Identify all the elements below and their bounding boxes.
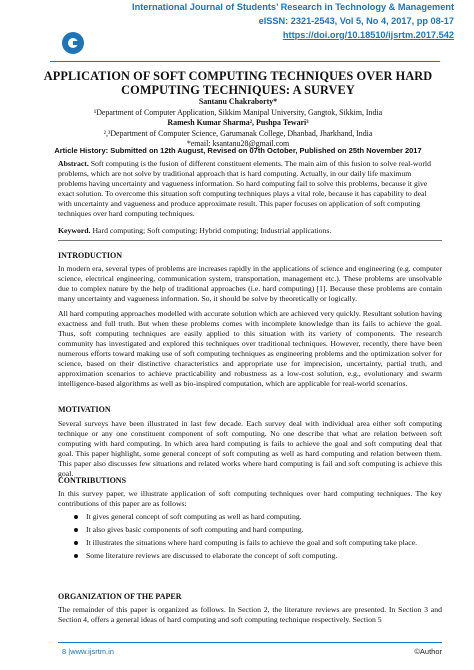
list-item: Some literature reviews are discussed to elaborate the concept of soft computing. — [58, 551, 442, 561]
contributions-list — [58, 512, 442, 561]
footer-divider — [58, 642, 442, 643]
paper-title: APPLICATION OF SOFT COMPUTING TECHNIQUES OVER HARD COMPUTING TECHNIQUES: A SURVEY — [43, 69, 433, 97]
author-2-affiliation: ²,³Department of Computer Science, Garumanak College, Dhanbad, Jharkhand, India — [103, 128, 373, 138]
keywords-label: Keyword. — [58, 226, 91, 235]
author-email[interactable]: *email: ksantanu28@gmail.com — [186, 139, 290, 148]
list-item: It gives general concept of soft computing as well as hard computing. — [58, 512, 442, 522]
author-2-name: Ramesh Kumar Sharma², Pushpa Tewari³ — [167, 118, 309, 127]
motivation-heading: MOTIVATION — [58, 405, 111, 414]
journal-name: International Journal of Students’ Research in Technology & Management — [132, 2, 454, 12]
author-1-affiliation: ¹Department of Computer Application, Sikkim Manipal University, Gangtok, Sikkim, India — [93, 107, 383, 117]
page-footer — [62, 647, 442, 656]
contributions-paragraph: In this survey paper, we illustrate application of soft computing techniques over hard computing techniques. The key contributions of this paper are as follows: — [58, 489, 442, 509]
keywords-divider — [58, 240, 442, 241]
bullet-icon — [74, 515, 78, 519]
keywords — [58, 226, 442, 236]
bullet-icon — [74, 528, 78, 532]
abstract-label: Abstract. — [58, 159, 89, 168]
journal-header — [0, 0, 474, 66]
footer-copyright: ©Author — [414, 647, 442, 656]
bullet-icon — [74, 541, 78, 545]
intro-paragraph-2: All hard computing approaches modelled with accurate solution which are achieved very quickly. Resultant solution having exactness and full truth. But when these problems comes with incomplete knowledge than its fails to achieve the goal. Thus, soft computing techniques are easily applied to this situation with its variety of components. The research community has investigated and explored this techniques over traditional techniques. However, recently, there have been numerous efforts toward making use of soft computing techniques as engineering problems and the optimization solver for science, based on their distinctive characteristics and appropriate use for imprecision, uncertainty, partial truth, and approximation scenarios to achieve practicability and robustness as a low-cost solution, e.g., evolutionary and swarm intelligence-based algorithms as well as bio-inspired computation, which are applicable for real-world scenarios. — [58, 309, 442, 389]
article-history: Article History: Submitted on 12th August, Revised on 07th October, Published on 25th November 2017 — [54, 146, 422, 155]
intro-paragraph-1: In modern era, several types of problems are increases rapidly in the applications of science and engineering (e.g. computer science, electrical engineering, communication system, transportation, management etc.). These problems are unsolvable due to complex nature by the help of traditional approaches (i.e. hard computing) [1]. Because these problems are contain many uncertainty and vagueness information. So, it should be solve by theoretically or logically. — [58, 264, 442, 304]
footer-page-link[interactable]: 8 |www.ijsrtm.in — [62, 647, 114, 656]
list-item: It also gives basic components of soft computing and hard computing. — [58, 525, 442, 535]
bullet-icon — [74, 554, 78, 558]
abstract-text: Soft computing is the fusion of different constituent elements. The main aim of this fusion to solve real-world problems, which are not solve by traditional approach that is hard computing. Actually, in our daily life maximum problems having uncertainty and vagueness information. So hard computing fail to solve this problems, because it give exact solution. To overcome this situation soft computing techniques plays a vital role, because it has capability to deal with uncertainty and vagueness and produce approximate result. This paper focuses on application of soft computing techniques over hard computing techniques. — [58, 159, 431, 219]
organization-paragraph: The remainder of this paper is organized as follows. In Section 2, the literature reviews are presented. In Section 3 and Section 4, offers a general ideas of hard computing and soft computing technique respectively. Section 5 — [58, 605, 442, 625]
author-1-name: Santanu Chakraborty* — [198, 97, 278, 106]
intro-heading: INTRODUCTION — [58, 251, 123, 260]
abstract — [58, 159, 442, 220]
list-item: It illustrates the situations where hard computing is fails to achieve the goal and soft computing take place. — [58, 538, 442, 548]
organization-heading: ORGANIZATION OF THE PAPER — [58, 592, 182, 601]
journal-info — [124, 0, 454, 42]
journal-logo-icon — [62, 32, 84, 54]
motivation-paragraph: Several surveys have been illustrated in last few decade. Each survey deal with individual area either soft computing technique or any one constituent component of soft computing. No one describe that what are relation between soft computing with hard computing. In which area hard computing is fails to achieve the goal and soft computing deal that goal. This paper highlight, some general concept of soft computing as well as hard computing and relation between them. This paper also discusses few situations and related works where hard computing is fail and soft computing is achieve this goal. — [58, 419, 442, 479]
header-divider — [50, 61, 440, 62]
journal-issn: eISSN: 2321-2543, Vol 5, No 4, 2017, pp 08-17 — [258, 16, 454, 26]
keywords-text: Hard computing; Soft computing; Hybrid computing; Industrial applications. — [92, 226, 332, 235]
contributions-heading: CONTRIBUTIONS — [58, 476, 127, 485]
doi-link[interactable]: https://doi.org/10.18510/ijsrtm.2017.542 — [282, 30, 454, 40]
author-block — [36, 97, 440, 150]
